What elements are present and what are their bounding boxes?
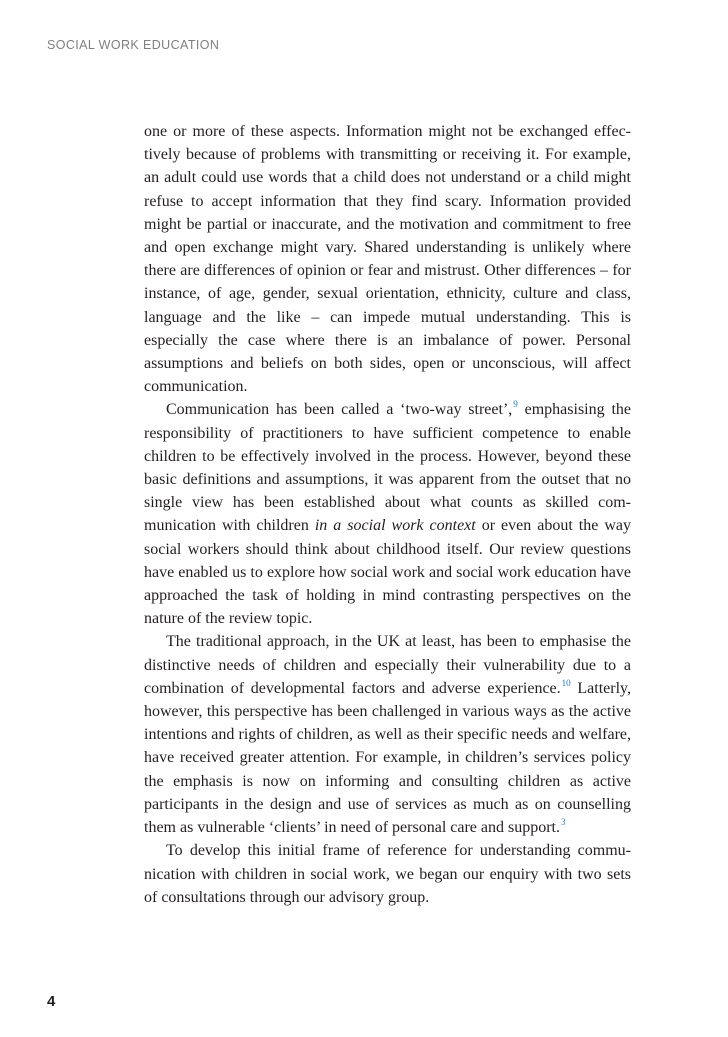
paragraph-3-text-a: The traditional approach, in the UK at least, has been to emphasise the distinctive needs of children and especially their vulnerability due to a combination of developmental factors and adverse experience.	[144, 633, 631, 697]
paragraph-2	[144, 398, 631, 630]
paragraph-2-text-b: emphasising the responsibility of practitioners to have sufficient competence to enable children to be effectively involved in the process. However, beyond these basic definitions and assumptions, it was apparent from the outset that no single view has been established about what counts as skilled communication with children	[144, 401, 632, 535]
page-number: 4	[47, 993, 56, 1010]
main-text	[144, 120, 631, 909]
paragraph-2-italic: in a social work context	[314, 517, 476, 535]
paragraph-2-text-a: Communication has been called a ‘two-way street’,	[166, 401, 513, 419]
paragraph-2-text-c: or even about the way social workers should think about childhood itself. Our review questions have enabled us to explore how social work and social work education have approached the task of holding in mind contrasting perspectives on the nature of the review topic.	[144, 517, 631, 628]
paragraph-4: To develop this initial frame of reference for understanding communication with children in social work, we began our enquiry with two sets of consultations through our advisory group.	[144, 842, 631, 906]
paragraph-1: one or more of these aspects. Information might not be exchanged effectively because of problems with transmitting or receiving it. For example, an adult could use words that a child does not understand or a child might refuse to accept information that they find scary. Information provided might be partial or inaccurate, and the motivation and commitment to free and open exchange might vary. Shared understanding is unlikely where there are differences of opinion or fear and mistrust. Other differences – for instance, of age, gender, sexual orientation, ethnicity, culture and class, language and the like – can impede mutual understanding. This is especially the case where there is an imbalance of power. Personal assumptions and beliefs on both sides, open or unconscious, will affect communication.	[144, 123, 631, 396]
reference-link-9[interactable]: 9	[513, 399, 518, 410]
reference-link-10[interactable]: 10	[561, 677, 571, 688]
reference-link-3[interactable]: 3	[561, 817, 566, 828]
paragraph-3	[144, 630, 631, 839]
running-header: SOCIAL WORK EDUCATION	[47, 38, 220, 52]
paragraph-3-text-b: Latterly, however, this perspective has been challenged in various ways as the active intentions and rights of children, as well as their specific needs and welfare, have received greater attention. For example, in children’s services policy the emphasis is now on informing and consulting children as active participants in the design and use of services as much as on counselling them as vulnerable ‘clients’ in need of personal care and support.	[144, 679, 631, 837]
